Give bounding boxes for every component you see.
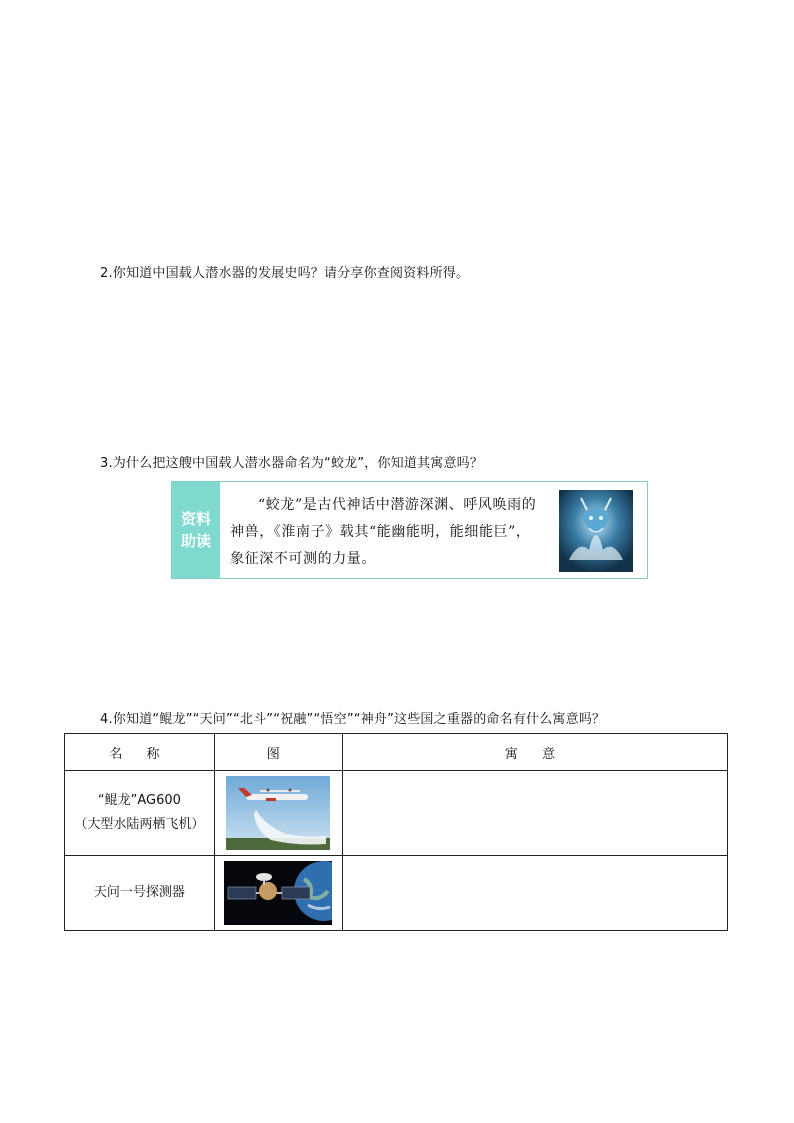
reading-aid-text: “蛟龙”是古代神话中潜游深渊、呼风唤雨的神兽，《淮南子》载其“能幽能明，能细能巨”，象征深不可测的力量。 (230, 497, 537, 567)
question-4: 4.你知道“鲲龙”“天问”“北斗”“祝融”“悟空”“神舟”这些国之重器的命名有什么寓意吗？ (100, 712, 606, 727)
header-name: 名 称 (65, 734, 215, 771)
reading-aid-tag-line2: 助读 (180, 532, 211, 550)
row-meaning-cell[interactable] (342, 771, 727, 856)
row-meaning-cell[interactable] (342, 856, 727, 931)
row-name-line2: （大型水陆两栖飞机） (74, 817, 205, 832)
header-meaning: 寓 意 (342, 734, 727, 771)
question-3: 3.为什么把这艘中国载人潜水器命名为“蛟龙”，你知道其寓意吗？ (100, 456, 484, 471)
row-name-cell (65, 856, 215, 931)
table-row (65, 771, 728, 856)
row-image-cell (214, 771, 342, 856)
dragon-image (559, 490, 633, 572)
tianwen-probe-image (224, 861, 332, 925)
row-name-line1: 天问一号探测器 (93, 885, 185, 900)
row-name-line1: “鲲龙”AG600 (97, 793, 181, 808)
table-row (65, 856, 728, 931)
naming-table (64, 733, 728, 931)
reading-aid-tag-line1: 资料 (180, 510, 211, 528)
question-2: 2.你知道中国载人潜水器的发展史吗？请分享你查阅资料所得。 (100, 266, 470, 281)
table-header-row (65, 734, 728, 771)
row-image-cell (214, 856, 342, 931)
reading-aid-box (171, 481, 648, 579)
reading-aid-tag (172, 482, 220, 578)
row-name-cell (65, 771, 215, 856)
seaplane-image (226, 776, 330, 850)
header-image: 图 (214, 734, 342, 771)
